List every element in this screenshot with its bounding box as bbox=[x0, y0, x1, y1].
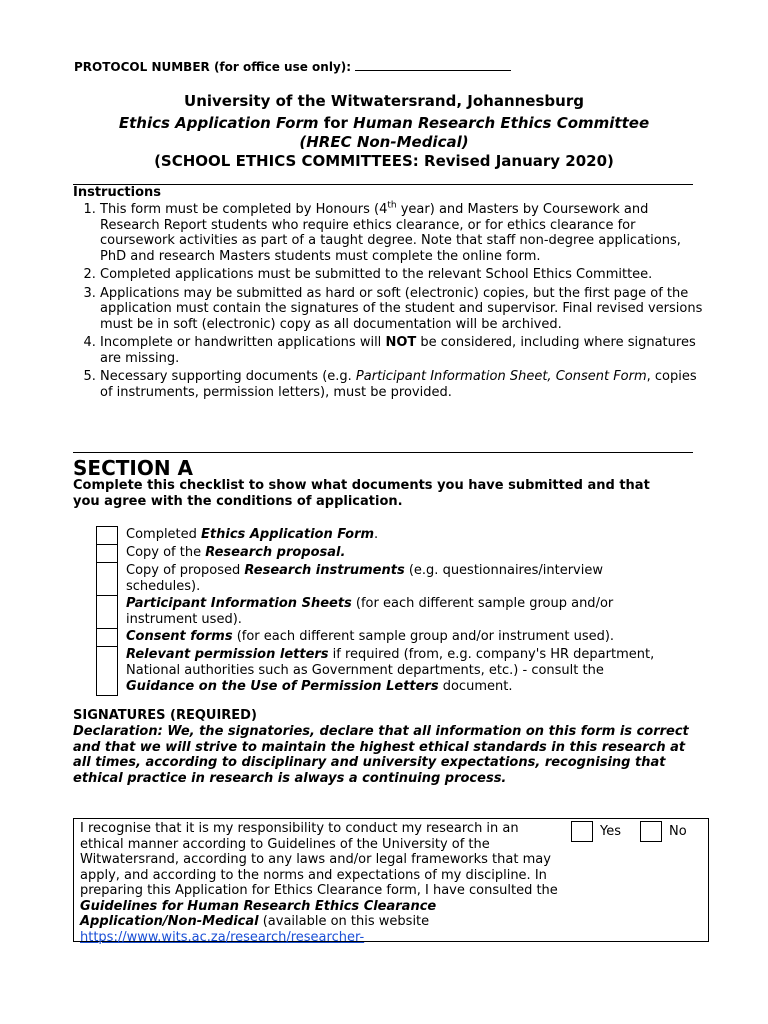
checklist bbox=[96, 527, 686, 696]
instruction-1a: This form must be completed by Honours (4 bbox=[100, 202, 388, 217]
c2b: Research proposal. bbox=[205, 545, 346, 560]
checklist-row bbox=[96, 527, 686, 545]
section-a-intro: Complete this checklist to show what documents you have submitted and that you agree with the conditions of application. bbox=[73, 478, 650, 509]
revision-title: (SCHOOL ETHICS COMMITTEES: Revised January 2020) bbox=[154, 152, 614, 170]
c4a: Participant Information Sheets bbox=[126, 596, 352, 611]
instruction-4a: Incomplete or handwritten applications will bbox=[100, 335, 386, 350]
instruction-5c: , copies of instruments, permission letters), must be provided. bbox=[100, 369, 697, 400]
declaration: Declaration: We, the signatories, declare that all information on this form is correct and that we will strive to maintain the highest ethical standards in this research at all times, according to disciplinary and university expectations, recognising that ethical practice in research is always a continuing process. bbox=[73, 724, 689, 786]
yes-option bbox=[571, 821, 621, 842]
c1a: Completed bbox=[126, 527, 202, 542]
c2a: Copy of the bbox=[126, 545, 206, 560]
checkbox-consent-forms[interactable] bbox=[96, 628, 118, 647]
form-subtitle: (HREC Non-Medical) bbox=[299, 133, 469, 151]
checklist-row bbox=[96, 545, 686, 563]
signatures-heading: SIGNATURES (REQUIRED) bbox=[73, 708, 257, 723]
instruction-1b: year) and Masters by Coursework and Research Report students who require ethics clearance, or for ethics clearance for coursework activities as part of a taught degree. Note that staff non-degree applications, PhD and research Masters students must complete the online form. bbox=[100, 202, 681, 264]
c6b: if required (from, e.g. company's HR department, National authorities such as Government departments, etc.) - consult the bbox=[126, 647, 655, 678]
form-title-b: for bbox=[318, 114, 354, 132]
university-title: University of the Witwatersrand, Johannesburg bbox=[184, 92, 584, 110]
stmt-c: (available on this website bbox=[258, 914, 430, 929]
instruction-2: Completed applications must be submitted to the relevant School Ethics Committee. bbox=[100, 267, 653, 282]
checklist-row bbox=[96, 563, 686, 596]
c1b: Ethics Application Form bbox=[201, 527, 375, 542]
checklist-label bbox=[126, 596, 666, 629]
c5a: Consent forms bbox=[126, 629, 233, 644]
checklist-label bbox=[126, 647, 666, 695]
c6a: Relevant permission letters bbox=[126, 647, 329, 662]
checklist-label bbox=[126, 563, 666, 596]
no-checkbox[interactable] bbox=[640, 821, 662, 842]
instructions-heading: Instructions bbox=[73, 185, 162, 200]
c3c: (e.g. questionnaires/interview schedules). bbox=[126, 563, 603, 594]
checklist-label bbox=[126, 527, 666, 544]
instruction-item bbox=[100, 335, 710, 366]
responsibility-statement bbox=[80, 821, 558, 945]
guidelines-link[interactable]: https://www.wits.ac.za/research/researcher- bbox=[80, 929, 365, 945]
instruction-5b: Participant Information Sheet, Consent Form bbox=[355, 369, 647, 384]
c1c: . bbox=[374, 527, 379, 542]
c5b: (for each different sample group and/or instrument used). bbox=[232, 629, 615, 644]
form-title-c: Human Research Ethics Committee bbox=[353, 114, 650, 132]
protocol-number-line bbox=[74, 58, 511, 74]
checkbox-research-instruments[interactable] bbox=[96, 562, 118, 596]
instruction-1-sup: th bbox=[387, 200, 397, 211]
c6d: document. bbox=[438, 679, 513, 694]
instruction-5a: Necessary supporting documents (e.g. bbox=[100, 369, 356, 384]
divider-instructions bbox=[73, 452, 693, 453]
instruction-item bbox=[100, 202, 710, 264]
checklist-label bbox=[126, 545, 666, 562]
no-option bbox=[640, 821, 687, 842]
form-title-a: Ethics Application Form bbox=[118, 114, 319, 132]
checklist-row bbox=[96, 647, 686, 696]
form-title bbox=[60, 114, 708, 133]
section-a-heading: SECTION A bbox=[73, 456, 194, 480]
instruction-item bbox=[100, 267, 710, 283]
checkbox-ethics-form[interactable] bbox=[96, 526, 118, 545]
instruction-item bbox=[100, 369, 710, 400]
no-label: No bbox=[669, 824, 687, 839]
instruction-4c: be considered, including where signatures are missing. bbox=[100, 335, 696, 366]
c3a: Copy of proposed bbox=[126, 563, 245, 578]
c6c: Guidance on the Use of Permission Letters bbox=[126, 679, 439, 694]
checklist-label bbox=[126, 629, 666, 646]
instruction-3: Applications may be submitted as hard or soft (electronic) copies, but the first page of the application must contain the signatures of the student and supervisor. Final revised versions must be in soft (electronic) copy as all documentation will be archived. bbox=[100, 285, 703, 332]
instruction-item bbox=[100, 286, 710, 333]
c4b: (for each different sample group and/or instrument used). bbox=[126, 596, 614, 627]
stmt-b: Guidelines for Human Research Ethics Clearance Application/Non-Medical bbox=[80, 898, 437, 929]
protocol-label: PROTOCOL NUMBER (for office use only): bbox=[74, 60, 352, 74]
yes-label: Yes bbox=[600, 824, 621, 839]
c3b: Research instruments bbox=[244, 563, 405, 578]
instruction-4b: NOT bbox=[385, 335, 417, 350]
stmt-a: I recognise that it is my responsibility to conduct my research in an ethical manner according to Guidelines of the University of the Witwatersrand, according to any laws and/or legal frameworks that may apply, and according to the norms and expectations of my discipline. In preparing this Application for Ethics Clearance form, I have consulted the bbox=[80, 821, 558, 898]
yes-checkbox[interactable] bbox=[571, 821, 593, 842]
checkbox-research-proposal[interactable] bbox=[96, 544, 118, 563]
checklist-row bbox=[96, 629, 686, 647]
checklist-row bbox=[96, 596, 686, 629]
instructions-list bbox=[73, 202, 710, 403]
divider-top bbox=[73, 184, 693, 185]
checkbox-permission-letters[interactable] bbox=[96, 646, 118, 696]
responsibility-statement-box bbox=[73, 818, 709, 945]
checkbox-participant-info-sheets[interactable] bbox=[96, 595, 118, 629]
protocol-number-field[interactable] bbox=[355, 58, 511, 71]
